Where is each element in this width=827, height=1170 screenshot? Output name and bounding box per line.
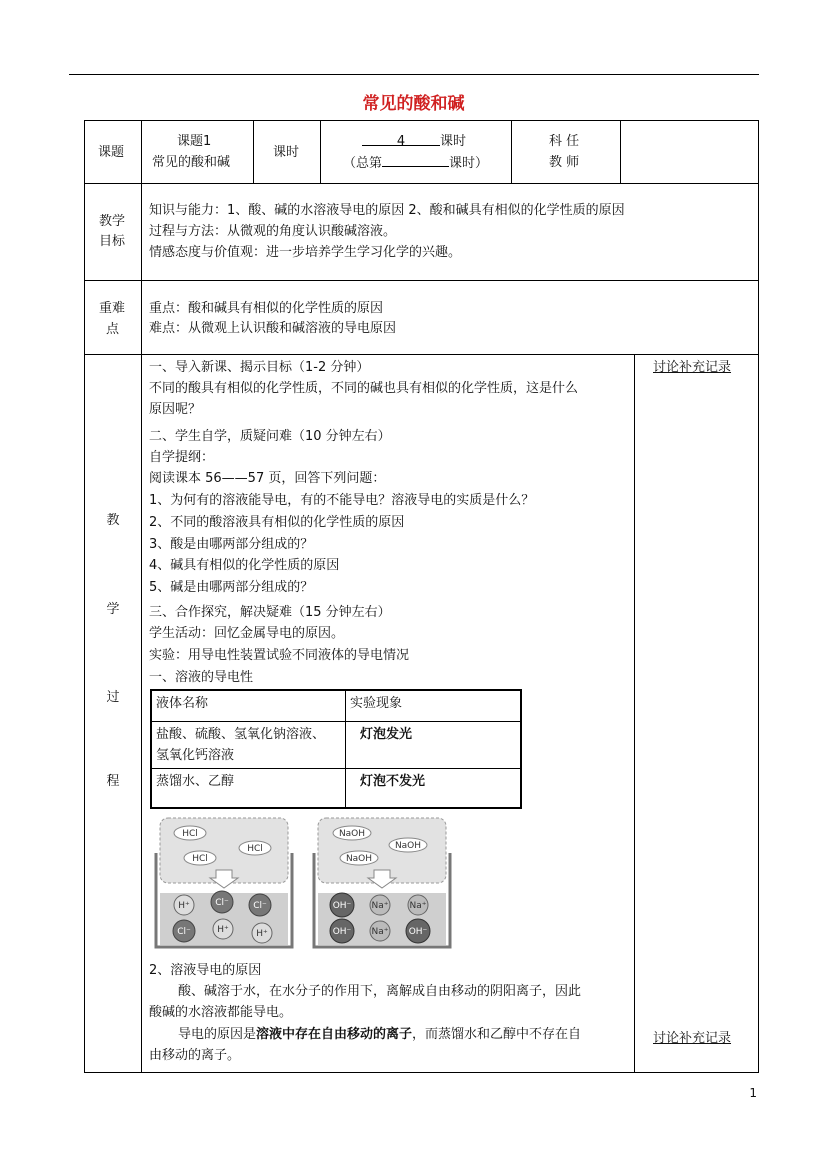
teacher-label-line1: 科 任 <box>549 134 580 149</box>
ion-label: Na⁺ <box>409 901 427 911</box>
molecule-label: HCl <box>247 844 263 854</box>
section2-p2-bold: 溶液中存在自由移动的离子 <box>256 1027 413 1042</box>
ion-label: Na⁺ <box>371 901 389 911</box>
process-line: 2、不同的酸溶液具有相似的化学性质的原因 <box>149 515 405 530</box>
process-line: 不同的酸具有相似的化学性质，不同的碱也具有相似的化学性质，这是什么 <box>149 381 579 396</box>
table-row <box>151 768 521 808</box>
process-line: 阅读课本 56——57 页，回答下列问题： <box>149 471 386 486</box>
ion-label: H⁺ <box>217 925 229 935</box>
ion-label: H⁺ <box>178 901 190 911</box>
row-result: 灯泡发光 <box>346 721 522 768</box>
goals-label-line2: 目标 <box>99 234 126 249</box>
topic-line2: 常见的酸和碱 <box>152 155 231 170</box>
molecule-label: NaOH <box>338 829 366 839</box>
section2-p2-line2: 由移动的离子。 <box>149 1048 241 1063</box>
ion-diagram <box>152 813 456 953</box>
section2-p2-line1 <box>178 1024 581 1045</box>
section2-p1-line2: 酸碱的水溶液都能导电。 <box>149 1005 293 1020</box>
molecule-label: NaOH <box>394 841 422 851</box>
process-line: 学生活动：回忆金属导电的原因。 <box>149 626 345 641</box>
goals-label-line1: 教学 <box>99 214 126 229</box>
molecule-label: NaOH <box>345 854 373 864</box>
ion-label: Cl⁻ <box>253 901 267 911</box>
process-line: 1、为何有的溶液能导电，有的不能导电？溶液导电的实质是什么？ <box>149 493 535 508</box>
header-phenomenon: 实验现象 <box>346 690 522 721</box>
topic-label: 课题 <box>98 145 125 160</box>
table-header-row <box>151 690 521 721</box>
process-line: 一、导入新课、揭示目标（1-2 分钟） <box>149 360 370 375</box>
row-liquids-line2: 氢氧化钙溶液 <box>156 747 235 763</box>
period-line <box>362 131 466 152</box>
goal-knowledge: 知识与能力：1、酸、碱的水溶液导电的原因 2、酸和碱具有相似的化学性质的原因 <box>149 203 625 218</box>
process-line: 实验：用导电性装置试验不同液体的导电情况 <box>149 648 410 663</box>
period-suffix: 课时 <box>440 134 467 149</box>
side-note-top: 讨论补充记录 <box>653 360 732 375</box>
process-label-char-4: 程 <box>106 774 120 789</box>
ion-label: Cl⁻ <box>177 927 191 937</box>
row-liquids-line1: 盐酸、硫酸、氢氧化钠溶液、 <box>156 726 326 742</box>
difficult-point: 难点：从微观上认识酸和碱溶液的导电原因 <box>149 321 397 336</box>
process-line: 4、碱具有相似的化学性质的原因 <box>149 558 340 573</box>
row-liquids: 蒸馏水、乙醇 <box>151 768 346 808</box>
page-title: 常见的酸和碱 <box>362 94 465 114</box>
header-liquid-name: 液体名称 <box>151 690 346 721</box>
row-result: 灯泡不发光 <box>346 768 522 808</box>
total-period-line <box>343 152 488 174</box>
molecule-label: HCl <box>182 829 198 839</box>
row-liquids <box>151 721 346 768</box>
ion-label: Na⁺ <box>371 927 389 937</box>
ion-label: OH⁻ <box>332 927 352 937</box>
goal-process: 过程与方法：从微观的角度认识酸碱溶液。 <box>149 224 397 239</box>
process-line: 5、碱是由哪两部分组成的？ <box>149 580 314 595</box>
base-beaker <box>314 818 450 947</box>
process-line: 一、溶液的导电性 <box>149 670 254 685</box>
total-suffix: 课时） <box>449 156 489 171</box>
keypoints-label-line1: 重难 <box>99 301 126 316</box>
ion-label: OH⁻ <box>332 901 352 911</box>
process-line: 3、酸是由哪两部分组成的？ <box>149 537 314 552</box>
top-rule <box>69 74 759 75</box>
ion-label: Cl⁻ <box>215 898 229 908</box>
acid-beaker <box>156 818 292 947</box>
process-line: 三、合作探究，解决疑难（15 分钟左右） <box>149 605 391 620</box>
molecule-label: HCl <box>192 854 208 864</box>
process-label-char-3: 过 <box>106 690 120 705</box>
keypoints-label-line2: 点 <box>106 322 120 337</box>
table-row <box>151 721 521 768</box>
period-value: 4 <box>362 131 440 146</box>
total-blank <box>382 152 449 167</box>
ion-label: OH⁻ <box>408 927 428 937</box>
teacher-label-line2: 教 师 <box>549 155 580 170</box>
process-line: 二、学生自学，质疑问难（10 分钟左右） <box>149 429 391 444</box>
section2-p2-suffix: ，而蒸馏水和乙醇中不存在自 <box>412 1027 582 1042</box>
process-label-char-1: 教 <box>106 513 120 528</box>
section2-p1-line1: 酸、碱溶于水，在水分子的作用下，离解成自由移动的阴阳离子，因此 <box>178 984 582 999</box>
process-line: 原因呢？ <box>149 402 202 417</box>
goal-attitude: 情感态度与价值观：进一步培养学生学习化学的兴趣。 <box>149 245 462 260</box>
side-note-bottom: 讨论补充记录 <box>653 1031 732 1046</box>
section2-p2-prefix: 导电的原因是 <box>178 1027 257 1042</box>
section2-title: 2、溶液导电的原因 <box>149 963 262 978</box>
conductivity-table <box>150 689 522 809</box>
topic-line1: 课题1 <box>177 134 212 149</box>
process-label-char-2: 学 <box>106 602 120 617</box>
process-line: 自学提纲： <box>149 450 215 465</box>
page-number: 1 <box>749 1086 757 1100</box>
ion-label: H⁺ <box>256 929 268 939</box>
key-point: 重点：酸和碱具有相似的化学性质的原因 <box>149 301 384 316</box>
period-label: 课时 <box>273 145 300 160</box>
total-prefix: （总第 <box>343 156 383 171</box>
